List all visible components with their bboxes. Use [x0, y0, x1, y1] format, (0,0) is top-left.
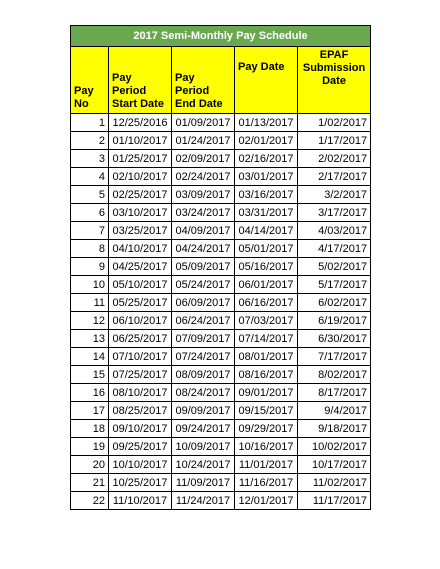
epaf-date-cell: 9/18/2017 [298, 420, 371, 438]
end-date-cell: 07/09/2017 [172, 330, 235, 348]
header-end-line2: End Date [175, 98, 223, 110]
header-start-date [109, 47, 172, 114]
epaf-date-cell: 3/2/2017 [298, 186, 371, 204]
pay-no-cell: 20 [71, 456, 109, 474]
end-date-cell: 05/09/2017 [172, 258, 235, 276]
pay-no-cell: 6 [71, 204, 109, 222]
end-date-cell: 10/09/2017 [172, 438, 235, 456]
start-date-cell: 07/25/2017 [109, 366, 172, 384]
end-date-cell: 01/09/2017 [172, 114, 235, 132]
epaf-date-cell: 1/17/2017 [298, 132, 371, 150]
header-epaf-line1: EPAF [319, 49, 349, 61]
table-row [71, 258, 371, 276]
end-date-cell: 01/24/2017 [172, 132, 235, 150]
start-date-cell: 06/10/2017 [109, 312, 172, 330]
pay-date-cell: 11/01/2017 [235, 456, 298, 474]
table-row [71, 420, 371, 438]
pay-date-cell: 03/01/2017 [235, 168, 298, 186]
header-end-date [172, 47, 235, 114]
start-date-cell: 02/25/2017 [109, 186, 172, 204]
start-date-cell: 12/25/2016 [109, 114, 172, 132]
pay-date-cell: 10/16/2017 [235, 438, 298, 456]
table-row [71, 276, 371, 294]
epaf-date-cell: 7/17/2017 [298, 348, 371, 366]
pay-no-cell: 7 [71, 222, 109, 240]
schedule-title: 2017 Semi-Monthly Pay Schedule [71, 26, 371, 47]
pay-no-cell: 8 [71, 240, 109, 258]
table-row [71, 474, 371, 492]
epaf-date-cell: 2/02/2017 [298, 150, 371, 168]
end-date-cell: 02/24/2017 [172, 168, 235, 186]
start-date-cell: 06/25/2017 [109, 330, 172, 348]
pay-no-cell: 5 [71, 186, 109, 204]
header-pay-no [71, 47, 109, 114]
end-date-cell: 08/24/2017 [172, 384, 235, 402]
pay-date-cell: 09/29/2017 [235, 420, 298, 438]
epaf-date-cell: 8/17/2017 [298, 384, 371, 402]
header-pay-date-label: Pay Date [238, 61, 285, 73]
pay-no-cell: 22 [71, 492, 109, 510]
title-row [71, 26, 371, 47]
header-row [71, 47, 371, 114]
table-row [71, 492, 371, 510]
table-row [71, 114, 371, 132]
epaf-date-cell: 3/17/2017 [298, 204, 371, 222]
pay-schedule-sheet [70, 25, 370, 510]
pay-no-cell: 14 [71, 348, 109, 366]
pay-date-cell: 09/15/2017 [235, 402, 298, 420]
pay-schedule-table [70, 25, 371, 510]
end-date-cell: 06/09/2017 [172, 294, 235, 312]
pay-date-cell: 04/14/2017 [235, 222, 298, 240]
start-date-cell: 11/10/2017 [109, 492, 172, 510]
table-row [71, 168, 371, 186]
start-date-cell: 01/10/2017 [109, 132, 172, 150]
pay-date-cell: 09/01/2017 [235, 384, 298, 402]
start-date-cell: 09/25/2017 [109, 438, 172, 456]
header-epaf-date [298, 47, 371, 114]
header-epaf-line2: Submission [302, 62, 366, 74]
start-date-cell: 08/10/2017 [109, 384, 172, 402]
pay-no-cell: 16 [71, 384, 109, 402]
start-date-cell: 02/10/2017 [109, 168, 172, 186]
header-pay-no-label: Pay No [74, 85, 94, 110]
schedule-rows [71, 114, 371, 510]
table-row [71, 366, 371, 384]
table-row [71, 222, 371, 240]
start-date-cell: 04/25/2017 [109, 258, 172, 276]
end-date-cell: 10/24/2017 [172, 456, 235, 474]
epaf-date-cell: 5/17/2017 [298, 276, 371, 294]
pay-no-cell: 12 [71, 312, 109, 330]
table-row [71, 312, 371, 330]
epaf-date-cell: 10/17/2017 [298, 456, 371, 474]
pay-no-cell: 11 [71, 294, 109, 312]
pay-date-cell: 11/16/2017 [235, 474, 298, 492]
table-row [71, 294, 371, 312]
table-row [71, 240, 371, 258]
epaf-date-cell: 6/02/2017 [298, 294, 371, 312]
pay-date-cell: 05/16/2017 [235, 258, 298, 276]
epaf-date-cell: 2/17/2017 [298, 168, 371, 186]
header-pay-date [235, 47, 298, 114]
table-row [71, 438, 371, 456]
pay-no-cell: 2 [71, 132, 109, 150]
pay-date-cell: 05/01/2017 [235, 240, 298, 258]
table-row [71, 150, 371, 168]
start-date-cell: 04/10/2017 [109, 240, 172, 258]
epaf-date-cell: 10/02/2017 [298, 438, 371, 456]
table-row [71, 456, 371, 474]
table-row [71, 402, 371, 420]
pay-no-cell: 9 [71, 258, 109, 276]
epaf-date-cell: 9/4/2017 [298, 402, 371, 420]
table-row [71, 132, 371, 150]
end-date-cell: 08/09/2017 [172, 366, 235, 384]
pay-date-cell: 06/16/2017 [235, 294, 298, 312]
pay-no-cell: 10 [71, 276, 109, 294]
epaf-date-cell: 1/02/2017 [298, 114, 371, 132]
end-date-cell: 06/24/2017 [172, 312, 235, 330]
pay-no-cell: 15 [71, 366, 109, 384]
pay-date-cell: 08/01/2017 [235, 348, 298, 366]
start-date-cell: 03/10/2017 [109, 204, 172, 222]
pay-no-cell: 17 [71, 402, 109, 420]
end-date-cell: 05/24/2017 [172, 276, 235, 294]
start-date-cell: 08/25/2017 [109, 402, 172, 420]
epaf-date-cell: 4/17/2017 [298, 240, 371, 258]
start-date-cell: 05/25/2017 [109, 294, 172, 312]
epaf-date-cell: 11/17/2017 [298, 492, 371, 510]
end-date-cell: 03/24/2017 [172, 204, 235, 222]
pay-no-cell: 3 [71, 150, 109, 168]
end-date-cell: 04/09/2017 [172, 222, 235, 240]
table-row [71, 186, 371, 204]
start-date-cell: 10/25/2017 [109, 474, 172, 492]
pay-no-cell: 21 [71, 474, 109, 492]
end-date-cell: 11/24/2017 [172, 492, 235, 510]
start-date-cell: 05/10/2017 [109, 276, 172, 294]
epaf-date-cell: 6/19/2017 [298, 312, 371, 330]
pay-no-cell: 18 [71, 420, 109, 438]
pay-date-cell: 07/14/2017 [235, 330, 298, 348]
end-date-cell: 09/24/2017 [172, 420, 235, 438]
pay-date-cell: 01/13/2017 [235, 114, 298, 132]
pay-date-cell: 07/03/2017 [235, 312, 298, 330]
header-epaf-line3: Date [322, 75, 346, 87]
epaf-date-cell: 6/30/2017 [298, 330, 371, 348]
epaf-date-cell: 8/02/2017 [298, 366, 371, 384]
pay-date-cell: 12/01/2017 [235, 492, 298, 510]
table-row [71, 348, 371, 366]
header-end-line1: Pay Period [175, 72, 210, 97]
header-start-line1: Pay Period [112, 72, 147, 97]
pay-no-cell: 19 [71, 438, 109, 456]
epaf-date-cell: 4/03/2017 [298, 222, 371, 240]
end-date-cell: 02/09/2017 [172, 150, 235, 168]
pay-date-cell: 03/16/2017 [235, 186, 298, 204]
table-row [71, 384, 371, 402]
end-date-cell: 07/24/2017 [172, 348, 235, 366]
end-date-cell: 09/09/2017 [172, 402, 235, 420]
start-date-cell: 07/10/2017 [109, 348, 172, 366]
pay-date-cell: 02/01/2017 [235, 132, 298, 150]
end-date-cell: 04/24/2017 [172, 240, 235, 258]
start-date-cell: 09/10/2017 [109, 420, 172, 438]
epaf-date-cell: 11/02/2017 [298, 474, 371, 492]
start-date-cell: 01/25/2017 [109, 150, 172, 168]
table-row [71, 330, 371, 348]
end-date-cell: 11/09/2017 [172, 474, 235, 492]
epaf-date-cell: 5/02/2017 [298, 258, 371, 276]
table-row [71, 204, 371, 222]
pay-date-cell: 02/16/2017 [235, 150, 298, 168]
pay-date-cell: 03/31/2017 [235, 204, 298, 222]
pay-no-cell: 13 [71, 330, 109, 348]
start-date-cell: 10/10/2017 [109, 456, 172, 474]
header-start-line2: Start Date [112, 98, 164, 110]
pay-no-cell: 4 [71, 168, 109, 186]
pay-no-cell: 1 [71, 114, 109, 132]
pay-date-cell: 06/01/2017 [235, 276, 298, 294]
pay-date-cell: 08/16/2017 [235, 366, 298, 384]
end-date-cell: 03/09/2017 [172, 186, 235, 204]
start-date-cell: 03/25/2017 [109, 222, 172, 240]
